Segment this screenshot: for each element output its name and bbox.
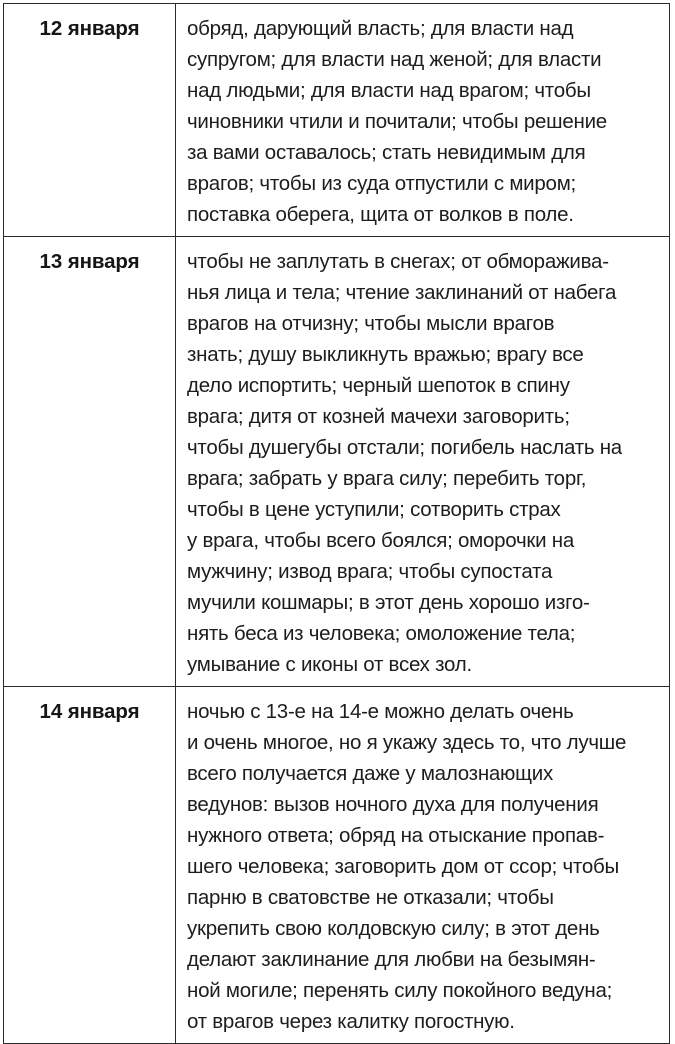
text-line: супругом; для власти над женой; для власти [187,48,602,71]
description-text [176,237,669,686]
text-line: чтобы в цене уступили; сотворить страх [187,498,561,521]
description-cell [176,4,670,237]
table-body [4,4,670,1044]
text-line: дело испортить; черный шепоток в спину [187,374,570,397]
text-line: мужчину; извод врага; чтобы супостата [187,560,553,583]
ritual-calendar-table [3,3,670,1044]
text-line: нужного ответа; обряд на отыскание пропав- [187,824,605,847]
text-line: парню в сватовстве не отказали; чтобы [187,886,554,909]
text-line: ведунов: вызов ночного духа для получения [187,793,599,816]
text-line: врагов на отчизну; чтобы мысли врагов [187,312,555,335]
text-line: врагов; чтобы из суда отпустили с миром; [187,172,576,195]
text-line: чтобы не заплутать в снегах; от обморажива- [187,250,609,273]
date-cell [4,237,176,687]
text-line: поставка оберега, щита от волков в поле. [187,203,574,226]
date-label: 13 января [39,250,140,273]
text-line: за вами оставалось; стать невидимым для [187,141,586,164]
text-line: врага; забрать у врага силу; перебить торг, [187,467,587,490]
text-line: и очень многое, но я укажу здесь то, что лучше [187,731,627,754]
text-line: у врага, чтобы всего боялся; оморочки на [187,529,575,552]
date-label: 14 января [39,700,140,723]
text-line: от врагов через калитку погостную. [187,1010,515,1033]
text-line: нять беса из человека; омоложение тела; [187,622,576,645]
description-cell [176,237,670,687]
text-line: нья лица и тела; чтение заклинаний от набега [187,281,617,304]
text-line: обряд, дарующий власть; для власти над [187,17,574,40]
description-cell [176,687,670,1044]
text-line: чиновники чтили и почитали; чтобы решение [187,110,607,133]
date-cell [4,687,176,1044]
text-line: укрепить свою колдовскую силу; в этот день [187,917,600,940]
text-line: ночью с 13-е на 14-е можно делать очень [187,700,574,723]
text-line: врага; дитя от козней мачехи заговорить; [187,405,570,428]
text-line: чтобы душегубы отстали; погибель наслать на [187,436,622,459]
text-line: знать; душу выкликнуть вражью; врагу все [187,343,584,366]
date-label: 12 января [39,17,140,40]
description-text [176,687,669,1043]
text-line: делают заклинание для любви на безымян- [187,948,596,971]
text-line: умывание с иконы от всех зол. [187,653,472,676]
date-cell [4,4,176,237]
text-line: мучили кошмары; в этот день хорошо изго- [187,591,590,614]
table-row [4,687,670,1044]
table-row [4,4,670,237]
description-text [176,4,669,236]
text-line: ной могиле; перенять силу покойного ведуна; [187,979,613,1002]
text-line: над людьми; для власти над врагом; чтобы [187,79,591,102]
table-row [4,237,670,687]
text-line: всего получается даже у малознающих [187,762,553,785]
text-line: шего человека; заговорить дом от ссор; чтобы [187,855,619,878]
